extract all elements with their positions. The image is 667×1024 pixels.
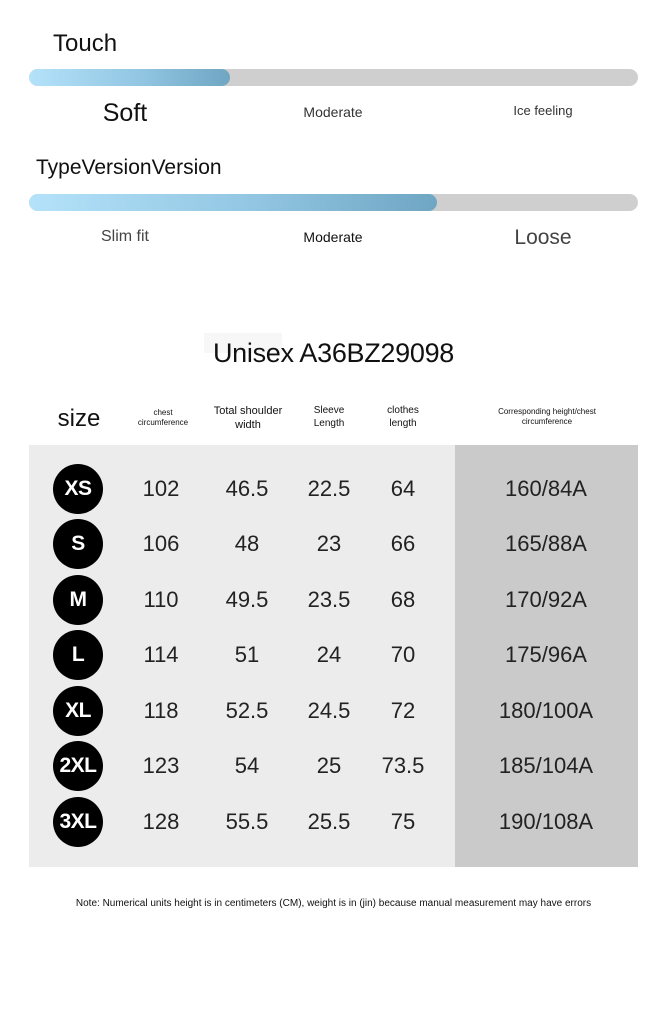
cell-height: 170/92A <box>505 587 587 612</box>
touch-scale-track <box>29 69 638 86</box>
cell-chest: 118 <box>143 698 179 723</box>
header-height: Corresponding height/chest circumference <box>498 407 596 426</box>
cell-height: 160/84A <box>505 476 587 501</box>
table-row <box>29 461 638 517</box>
touch-label-ice-feeling: Ice feeling <box>513 103 573 118</box>
cell-sleeve: 24 <box>316 642 342 667</box>
table-row <box>29 738 638 794</box>
cell-shoulder: 48 <box>234 531 260 556</box>
cell-sleeve: 22.5 <box>307 476 351 501</box>
cell-clothes: 75 <box>390 809 416 834</box>
cell-sleeve: 25.5 <box>307 809 351 834</box>
cell-chest: 123 <box>142 753 180 778</box>
cell-shoulder: 49.5 <box>225 587 269 612</box>
cell-chest: 128 <box>142 809 180 834</box>
size-badge: XL <box>53 686 103 736</box>
header-chest: chest circumference <box>137 408 189 427</box>
cell-sleeve: 24.5 <box>307 698 351 723</box>
type-label-loose: Loose <box>514 226 572 249</box>
touch-label-moderate: Moderate <box>303 104 363 120</box>
touch-title: Touch <box>53 30 118 57</box>
size-badge: M <box>53 575 103 625</box>
cell-clothes: 66 <box>390 531 416 556</box>
header-size: size <box>57 405 101 432</box>
size-badge: S <box>53 519 103 569</box>
cell-height: 180/100A <box>498 698 594 723</box>
cell-clothes: 64 <box>390 476 416 501</box>
type-title: TypeVersionVersion <box>36 156 222 179</box>
cell-height: 165/88A <box>505 531 587 556</box>
cell-shoulder: 54 <box>234 753 260 778</box>
cell-height: 190/108A <box>498 809 594 834</box>
table-row <box>29 683 638 739</box>
cell-shoulder: 52.5 <box>225 698 269 723</box>
cell-shoulder: 55.5 <box>225 809 269 834</box>
header-shoulder: Total shoulder width <box>213 405 283 431</box>
header-sleeve: Sleeve Length <box>313 405 345 429</box>
cell-shoulder: 51 <box>234 642 260 667</box>
cell-sleeve: 23.5 <box>307 587 351 612</box>
cell-clothes: 70 <box>390 642 416 667</box>
touch-scale-fill <box>29 69 230 86</box>
cell-height: 175/96A <box>505 642 587 667</box>
size-badge: 3XL <box>53 797 103 847</box>
size-badge: L <box>53 630 103 680</box>
cell-chest: 110 <box>143 587 179 612</box>
cell-clothes: 73.5 <box>381 753 425 778</box>
cell-sleeve: 25 <box>316 753 342 778</box>
type-scale-fill <box>29 194 437 211</box>
header-clothes: clothes length <box>387 405 419 429</box>
cell-chest: 106 <box>142 531 180 556</box>
cell-clothes: 68 <box>390 587 416 612</box>
table-row <box>29 627 638 683</box>
touch-label-soft: Soft <box>102 99 148 127</box>
product-title: Unisex A36BZ29098 <box>212 338 455 368</box>
cell-shoulder: 46.5 <box>225 476 269 501</box>
table-row <box>29 794 638 850</box>
cell-height: 185/104A <box>498 753 594 778</box>
size-badge: XS <box>53 464 103 514</box>
cell-chest: 114 <box>143 642 179 667</box>
cell-clothes: 72 <box>390 698 416 723</box>
size-badge: 2XL <box>53 741 103 791</box>
cell-chest: 102 <box>142 476 180 501</box>
measurement-note: Note: Numerical units height is in centimeters (CM), weight is in (jin) because manual measurement may have errors <box>75 898 592 909</box>
cell-sleeve: 23 <box>316 531 342 556</box>
table-row <box>29 516 638 572</box>
type-label-moderate: Moderate <box>303 229 363 245</box>
table-row <box>29 572 638 628</box>
type-label-slim-fit: Slim fit <box>101 228 149 245</box>
type-scale-track <box>29 194 638 211</box>
